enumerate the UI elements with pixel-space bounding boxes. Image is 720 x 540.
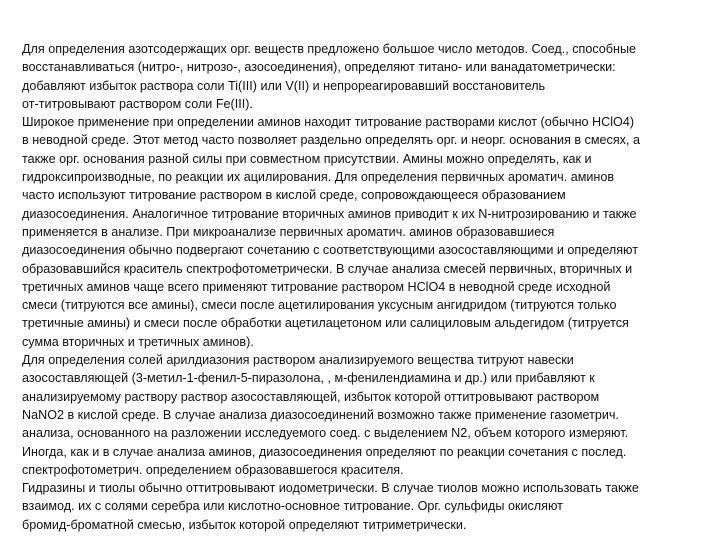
text-line: от-титровывают раствором соли Fe(III). (22, 96, 253, 111)
text-line: применяется в анализе. При микроанализе первичных ароматич. аминов образовавшиеся (22, 224, 555, 239)
document-body (22, 40, 712, 534)
text-line: NaNO2 в кислой среде. В случае анализа диазосоединений возможно также применение газометрич. (22, 407, 619, 422)
text-line: Широкое применение при определении аминов находит титрование растворами кислот (обычно HClO4) (22, 115, 635, 130)
text-line: Иногда, как и в случае анализа аминов, диазосоединения определяют по реакции сочетания с послед. (22, 444, 627, 459)
text-line: взаимод. их с солями серебра или кислотно-основное титрование. Орг. сульфиды окисляют (22, 499, 563, 514)
text-line: гидроксипроизводные, по реакции их ацилирования. Для определения первичных ароматич. аминов (22, 170, 615, 185)
text-line: диазосоединения обычно подвергают сочетанию с соответствующими азосоставляющими и определяют (22, 243, 638, 258)
text-line: бромид-броматной смесью, избыток которой определяют титриметрически. (22, 517, 467, 532)
text-line: диазосоединения. Аналогичное титрование вторичных аминов приводит к их N-нитрозированию и также (22, 206, 637, 221)
text-line: анализа, основанного на разложении исследуемого соед. с выделением N2, объем которого измеряют. (22, 426, 629, 441)
text-line: в неводной среде. Этот метод часто позволяет раздельно определять орг. и неорг. основания в смесях, а (22, 133, 640, 148)
text-line: сумма вторичных и третичных аминов). (22, 334, 254, 349)
text-line: третичные амины) и смеси после обработки ацетилацетоном или салициловым альдегидом (титруется (22, 316, 629, 331)
text-line: часто используют титрование раствором в кислой среде, сопровождающееся образованием (22, 188, 566, 203)
text-line: добавляют избыток раствора соли Ti(III) или V(II) и непрореагировавший восстановитель (22, 78, 546, 93)
text-line: анализируемому раствору раствор азосоставляющей, избыток которой оттитровывают раствором (22, 389, 600, 404)
text-line: образовавшийся краситель спектрофотометрически. В случае анализа смесей первичных, вторичных и (22, 261, 633, 276)
text-line: восстанавливаться (нитро-, нитрозо-, азосоединения), определяют титано- или ванадатометрически: (22, 60, 616, 75)
text-line: также орг. основания разной силы при совместном присутствии. Амины можно определять, как и (22, 151, 592, 166)
text-line: азосоставляющей (3-метил-1-фенил-5-пиразолона, , м-фенилендиамина и др.) или прибавляют к (22, 371, 595, 386)
text-line: спектрофотометрич. определением образовавшегося красителя. (22, 462, 404, 477)
text-line: смеси (титруются все амины), смеси после ацетилирования уксусным ангидридом (титруются только (22, 298, 617, 313)
text-line: Гидразины и тиолы обычно оттитровывают иодометрически. В случае тиолов можно использовать также (22, 481, 639, 496)
text-line: Для определения солей арилдиазония раствором анализируемого вещества титруют навески (22, 353, 574, 368)
text-line: третичных аминов чаще всего применяют титрование раствором HClO4 в неводной среде исходной (22, 279, 611, 294)
text-line: Для определения азотсодержащих орг. веществ предложено большое число методов. Соед., способные (22, 42, 637, 56)
